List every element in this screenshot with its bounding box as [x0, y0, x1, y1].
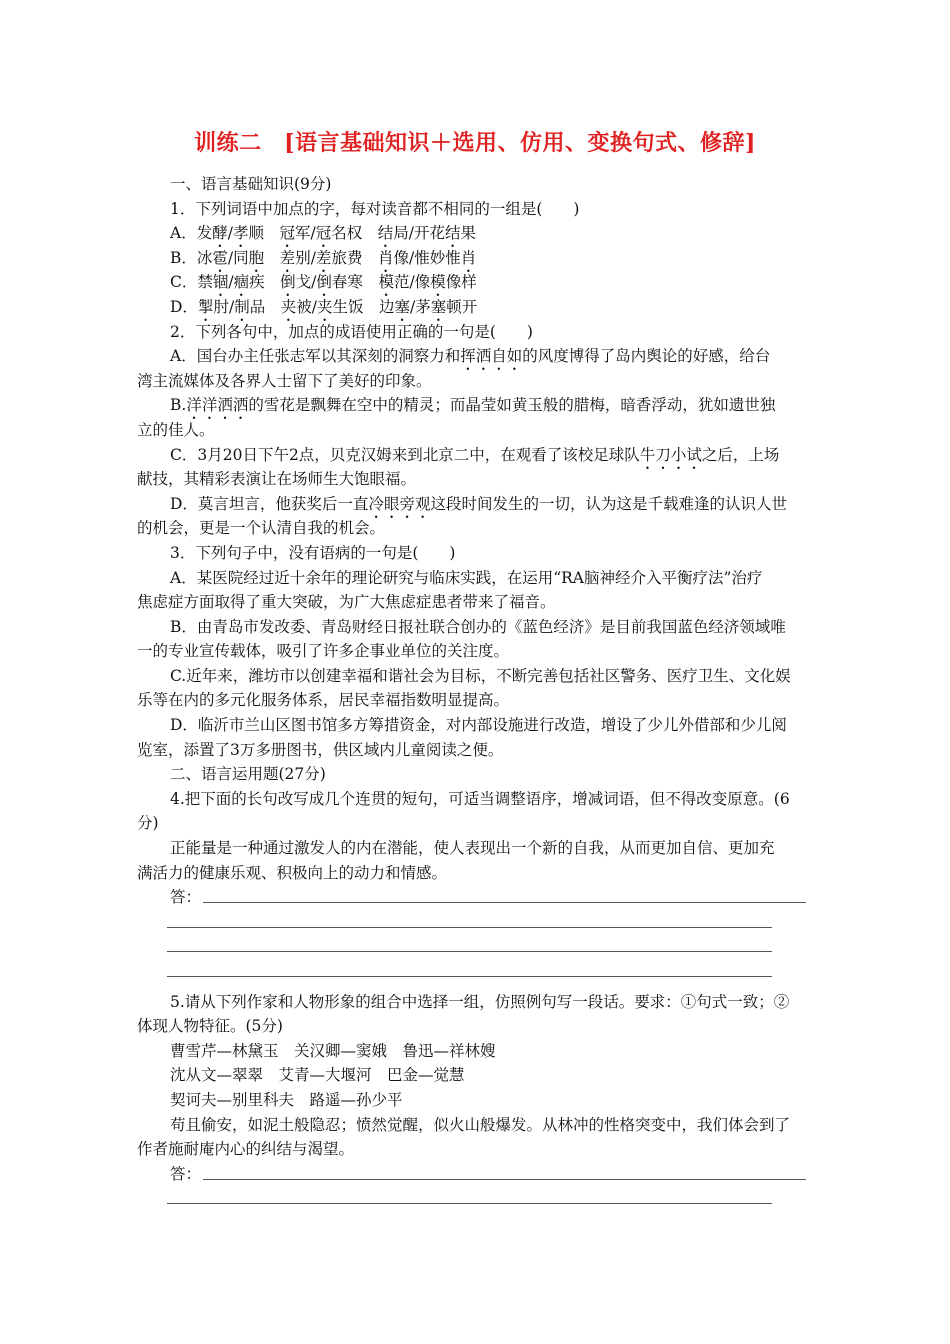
question-2-option-b-line1: B.洋洋洒洒的雪花是飘舞在空中的精灵；而晶莹如黄玉般的腊梅，暗香浮动，犹如遗世独 [170, 396, 776, 415]
question-3-option-a-line1: A．某医院经过近十余年的理论研究与临床实践，在运用“RA脑神经介入平衡疗法”治疗 [170, 568, 763, 587]
answer-label: 答： [170, 888, 202, 907]
answer-line[interactable] [203, 1179, 806, 1180]
document-body [137, 172, 817, 1211]
question-5-pairs-row3: 契诃夫—别里科夫 路遥—孙少平 [170, 1090, 403, 1109]
question-5-pairs-row1: 曹雪芹—林黛玉 关汉卿—窦娥 鲁迅—祥林嫂 [170, 1041, 496, 1060]
question-4-answer-row[interactable] [137, 910, 817, 935]
question-4-text-line2: 满活力的健康乐观、积极向上的动力和情感。 [137, 863, 448, 882]
question-3-option-c-line1: C.近年来，潍坊市以创建幸福和谐社会为目标，不断完善包括社区警务、医疗卫生、文化娱 [170, 666, 791, 685]
question-2-option-c-line2: 献技，其精彩表演让在场师生大饱眼福。 [137, 470, 417, 489]
question-5-example-line1: 苟且偷安，如泥土般隐忍；愤然觉醒，似火山般爆发。从林冲的性格突变中，我们体会到了 [170, 1115, 791, 1134]
question-3-option-a-line2: 焦虑症方面取得了重大突破，为广大焦虑症患者带来了福音。 [137, 593, 556, 612]
question-5-stem-line2: 体现人物特征。(5分) [137, 1017, 283, 1036]
answer-line[interactable] [167, 976, 772, 977]
question-4-answer-row[interactable] [137, 934, 817, 959]
answer-line[interactable] [203, 902, 806, 903]
question-4-answer-row[interactable] [137, 959, 817, 984]
question-2-option-d-line2: 的机会，更是一个认清自我的机会。 [137, 519, 386, 538]
question-1-option-d: D．掣肘/制品 夹被/夹生饭 边塞/茅塞顿开 [170, 297, 478, 316]
question-1-option-b: B．冰雹/同胞 差别/差旅费 肖像/惟妙惟肖 [170, 248, 477, 267]
question-3-option-b-line2: 一的专业宣传载体，吸引了许多企事业单位的关注度。 [137, 642, 510, 661]
question-5-answer-row[interactable] [137, 1186, 817, 1211]
question-4-answer-row[interactable] [137, 885, 817, 910]
question-2-option-c-line1: C．3月20日下午2点，贝克汉姆来到北京二中，在观看了该校足球队牛刀小试之后，上场 [170, 445, 780, 464]
question-2-option-a-line1: A．国台办主任张志军以其深刻的洞察力和挥洒自如的风度博得了岛内舆论的好感，给台 [170, 347, 771, 366]
question-3-option-d-line1: D．临沂市兰山区图书馆多方筹措资金，对内部设施进行改造，增设了少儿外借部和少儿阅 [170, 716, 787, 735]
question-4-stem-line2: 分) [137, 814, 159, 833]
section-heading: 二、语言运用题(27分) [170, 765, 326, 784]
question-3-option-c-line2: 乐等在内的多元化服务体系，居民幸福指数明显提高。 [137, 691, 510, 710]
question-5-pairs-row2: 沈从文—翠翠 艾青—大堰河 巴金—觉慧 [170, 1066, 465, 1085]
question-2-option-d-line1: D．莫言坦言，他获奖后一直冷眼旁观这段时间发生的一切，认为这是千载难逢的认识人世 [170, 494, 787, 513]
question-1-option-c: C．禁锢/痼疾 倒戈/倒春寒 模范/像模像样 [170, 273, 477, 292]
question-5-example-line2: 作者施耐庵内心的纠结与渴望。 [137, 1140, 355, 1159]
question-3-option-b-line1: B．由青岛市发改委、青岛财经日报社联合创办的《蓝色经济》是目前我国蓝色经济领域唯 [170, 617, 786, 636]
page-title: 训练二 [语言基础知识＋选用、仿用、变换句式、修辞] [194, 130, 756, 156]
answer-line[interactable] [167, 1203, 772, 1204]
question-5-stem-line1: 5.请从下列作家和人物形象的组合中选择一组，仿照例句写一段话。要求：①句式一致；② [170, 992, 790, 1011]
question-1-stem: 1．下列词语中加点的字，每对读音都不相同的一组是( ) [170, 199, 580, 218]
question-2-option-b-line2: 立的佳人。 [137, 420, 215, 439]
answer-label: 答： [170, 1164, 202, 1183]
question-3-stem: 3．下列句子中，没有语病的一句是( ) [170, 543, 456, 562]
question-5-answer-row[interactable] [137, 1162, 817, 1187]
answer-line[interactable] [167, 927, 772, 928]
question-4-stem-line1: 4.把下面的长句改写成几个连贯的短句，可适当调整语序，增减词语，但不得改变原意。(6 [170, 789, 790, 808]
question-2-option-a-line2: 湾主流媒体及各界人士留下了美好的印象。 [137, 371, 432, 390]
question-1-option-a: A．发酵/孝顺 冠军/冠名权 结局/开花结果 [170, 224, 477, 243]
question-4-text-line1: 正能量是一种通过激发人的内在潜能，使人表现出一个新的自我，从而更加自信、更加充 [170, 839, 775, 858]
question-3-option-d-line2: 览室，添置了3万多册图书，供区域内儿童阅读之便。 [137, 740, 504, 759]
section-heading: 一、语言基础知识(9分) [170, 175, 332, 193]
question-2-stem: 2．下列各句中，加点的成语使用正确的一句是( ) [170, 322, 533, 341]
answer-line[interactable] [167, 951, 772, 952]
